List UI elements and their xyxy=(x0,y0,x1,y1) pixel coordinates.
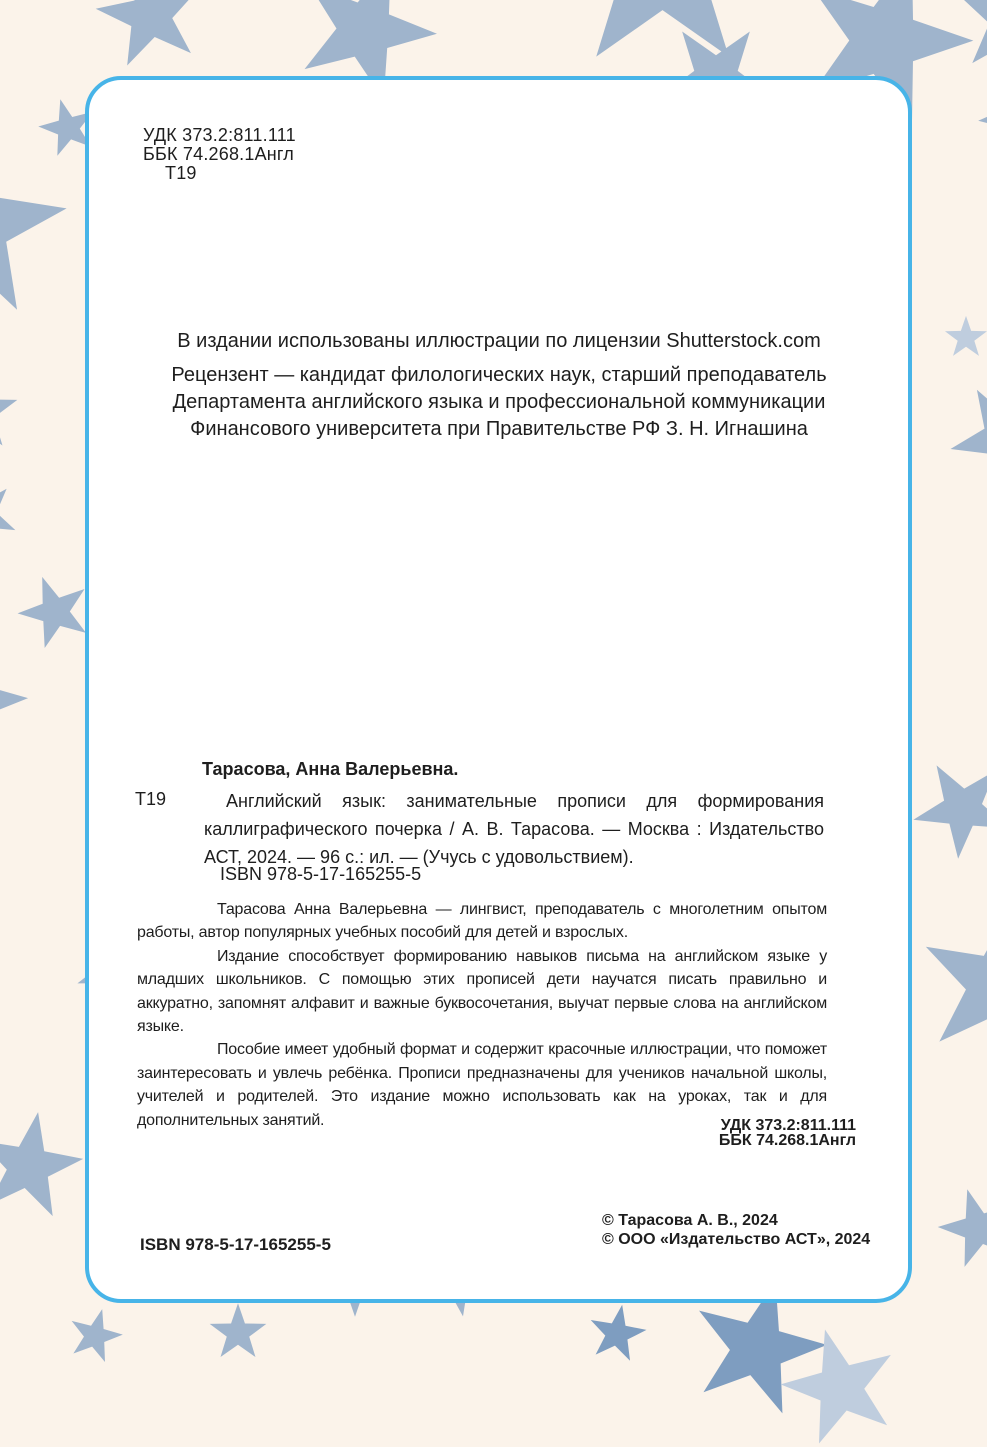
star-icon xyxy=(0,464,33,566)
copyright-block xyxy=(602,1211,870,1249)
star-icon xyxy=(0,370,21,455)
udk-top-line: УДК 373.2:811.111 xyxy=(143,125,296,145)
classification-top-block xyxy=(143,126,296,183)
star-icon xyxy=(974,88,987,148)
star-icon xyxy=(207,1302,269,1364)
star-icon xyxy=(0,1099,95,1232)
isbn-bottom: ISBN 978-5-17-165255-5 xyxy=(140,1235,331,1254)
author-code-top: Т19 xyxy=(165,163,197,183)
credits-block xyxy=(159,328,839,443)
annotation-paragraph: Тарасова Анна Валерьевна — лингвист, преподаватель с многолетним опытом работы, автор популярных учебных пособий для детей и взрослых. xyxy=(137,901,827,942)
star-icon xyxy=(59,1300,130,1371)
illustration-license-note: В издании использованы иллюстрации по лицензии Shutterstock.com xyxy=(177,330,821,352)
classification-bottom-block xyxy=(556,1118,856,1148)
star-icon xyxy=(0,112,85,338)
star-icon xyxy=(943,315,987,361)
bbk-top-line: ББК 74.268.1Англ xyxy=(143,144,294,164)
annotation-block xyxy=(137,898,827,1132)
bbk-bottom-line: ББК 74.268.1Англ xyxy=(718,1132,856,1149)
annotation-paragraph: Издание способствует формированию навыков письма на английском языке у младших школьников. С помощью этих прописей дети научатся писать правильно и аккуратно, запомнят алфавит и важные буквосочетания, выучат первые слова на английском языке. xyxy=(137,947,827,1036)
catalog-isbn: ISBN 978-5-17-165255-5 xyxy=(220,864,422,884)
reviewer-note: Рецензент — кандидат филологических наук, старший преподаватель Департамента английского языка и профессиональной коммуникации Финансового университета при Правительстве РФ З. Н. Игнашина xyxy=(171,364,827,440)
catalog-code: Т19 xyxy=(135,789,167,809)
copyright-publisher: © ООО «Издательство АСТ», 2024 xyxy=(602,1231,871,1248)
star-icon xyxy=(581,1298,653,1370)
catalog-description: Английский язык: занимательные прописи для формирования каллиграфического почерка / А. В. Тарасова. — Москва : Издательство АСТ, 2024. — 96 с.: ил. — (Учусь с удовольствием). xyxy=(204,791,824,867)
star-icon xyxy=(900,887,987,1084)
star-icon xyxy=(924,1174,987,1283)
annotation-paragraph: Пособие имеет удобный формат и содержит красочные иллюстрации, что поможет заинтересовать и увлечь ребёнка. Прописи предназначены для учеников начальной школы, учителей и родителей. Это издание можно использовать как на уроках, так и для дополнительных занятий. xyxy=(137,1041,827,1129)
star-icon xyxy=(905,751,987,865)
star-icon xyxy=(925,358,987,515)
udk-bottom-line: УДК 373.2:811.111 xyxy=(720,1117,856,1134)
copyright-author: © Тарасова А. В., 2024 xyxy=(602,1212,778,1229)
catalog-author: Тарасова, Анна Валерьевна. xyxy=(202,759,459,779)
